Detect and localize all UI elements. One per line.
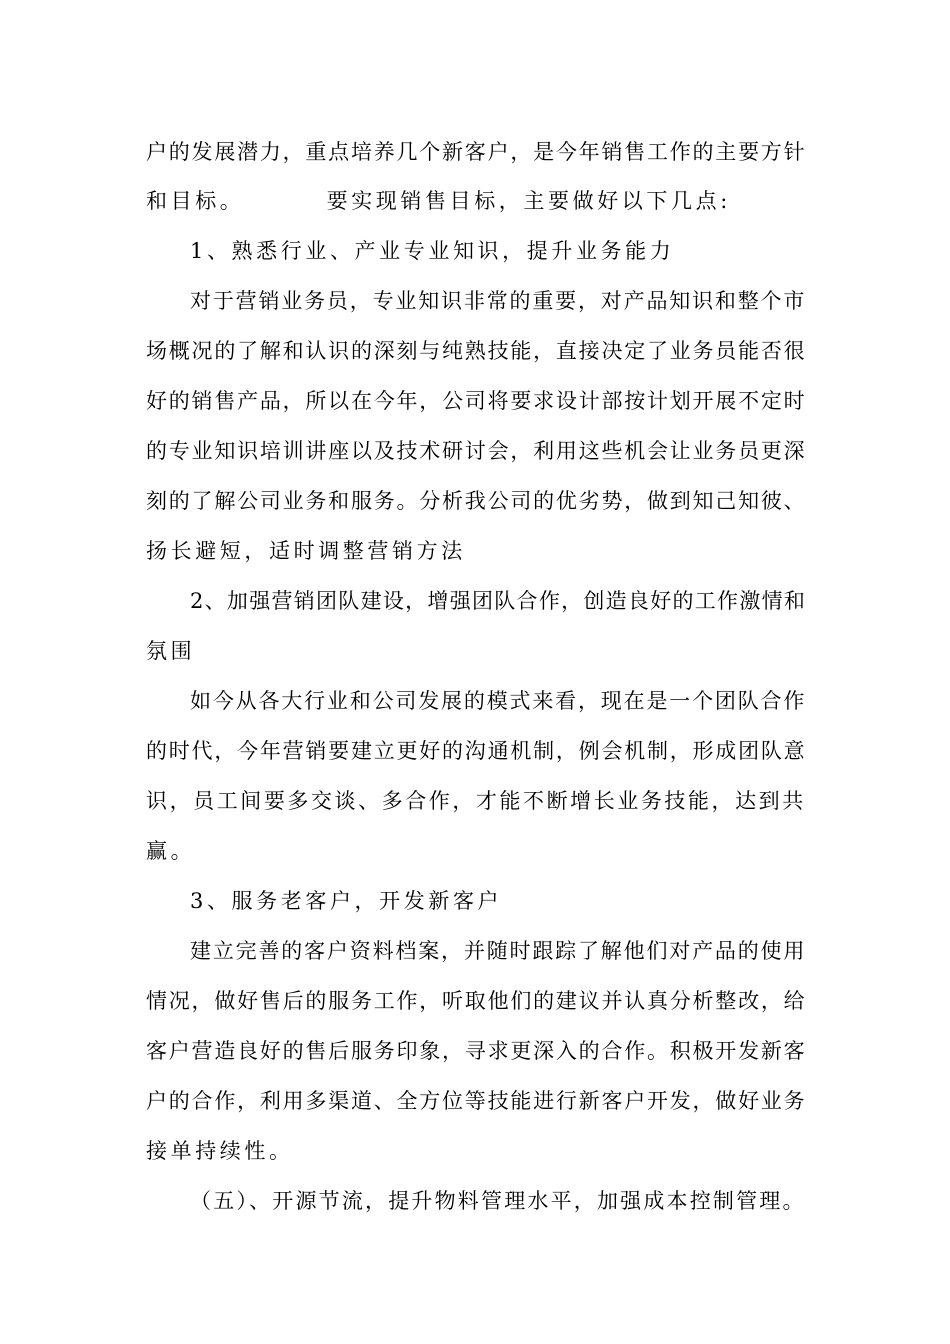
list-heading-1: 1、熟悉行业、产业专业知识，提升业务能力: [190, 239, 675, 263]
paragraph-line: 户的发展潜力，重点培养几个新客户，是今年销售工作的主要方针: [146, 140, 807, 164]
paragraph-line: 好的销售产品，所以在今年，公司将要求设计部按计划开展不定时: [146, 389, 807, 413]
paragraph-line: 建立完善的客户资料档案，并随时跟踪了解他们对产品的使用: [190, 939, 807, 963]
paragraph-line: 场概况的了解和认识的深刻与纯熟技能，直接决定了业务员能否很: [146, 339, 807, 363]
paragraph-line: 扬长避短，适时调整营销方法: [146, 539, 466, 563]
paragraph-line: 的专业知识培训讲座以及技术研讨会，利用这些机会让业务员更深: [146, 439, 807, 463]
paragraph-line: 户的合作，利用多渠道、全方位等技能进行新客户开发，做好业务: [146, 1089, 807, 1113]
paragraph-line: 客户营造良好的售后服务印象，寻求更深入的合作。积极开发新客: [146, 1039, 807, 1063]
section-heading-5: （五）、开源节流，提升物料管理水平，加强成本控制管理。: [190, 1189, 806, 1213]
paragraph-line: 和目标。 要实现销售目标，主要做好以下几点:: [146, 189, 731, 213]
list-heading-2: 2、加强营销团队建设，增强团队合作，创造良好的工作激情和: [190, 589, 807, 613]
list-heading-3: 3、服务老客户，开发新客户: [190, 889, 503, 913]
paragraph-line: 对于营销业务员，专业知识非常的重要，对产品知识和整个市: [190, 289, 807, 313]
paragraph-line: 接单持续性。: [146, 1139, 294, 1163]
paragraph-line: 刻的了解公司业务和服务。分析我公司的优劣势，做到知己知彼、: [146, 489, 807, 513]
paragraph-line: 赢。: [146, 839, 196, 863]
paragraph-line: 氛围: [146, 639, 196, 663]
paragraph-line: 如今从各大行业和公司发展的模式来看，现在是一个团队合作: [190, 689, 807, 713]
paragraph-line: 的时代，今年营销要建立更好的沟通机制，例会机制，形成团队意: [146, 739, 807, 763]
paragraph-line: 情况，做好售后的服务工作，听取他们的建议并认真分析整改，给: [146, 989, 807, 1013]
paragraph-line: 识，员工间要多交谈、多合作，才能不断增长业务技能，达到共: [146, 789, 806, 813]
